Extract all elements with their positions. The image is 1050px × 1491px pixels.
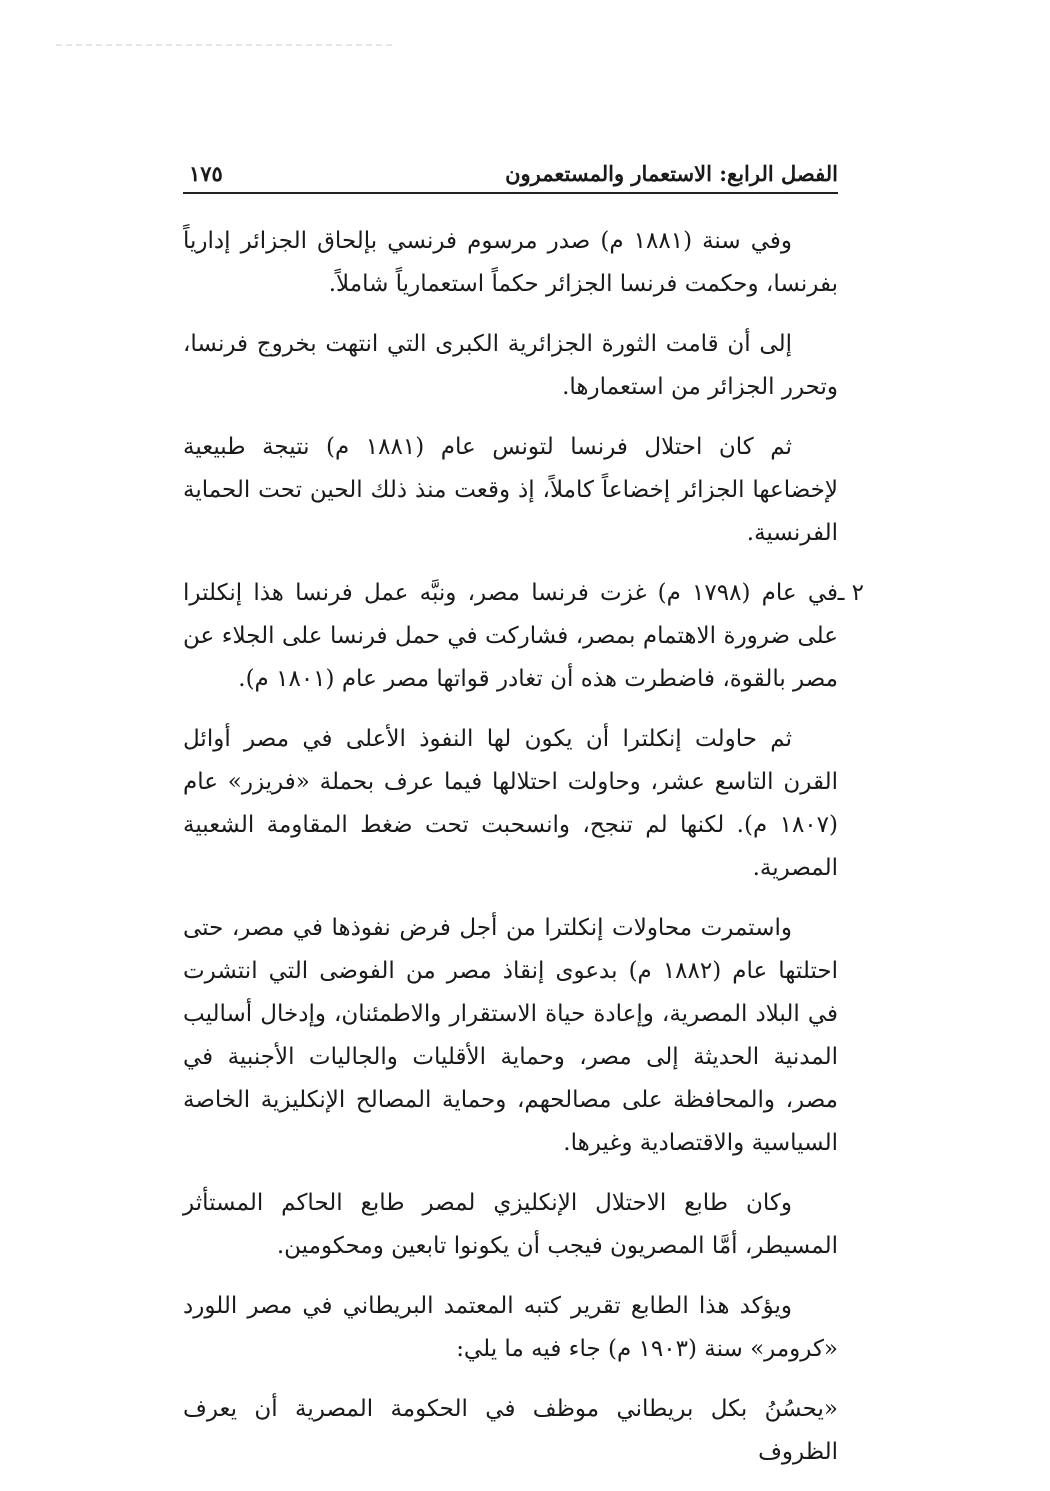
numbered-paragraph [183, 572, 864, 701]
paragraph: إلى أن قامت الثورة الجزائرية الكبرى التي انتهت بخروج فرنسا، وتحرر الجزائر من استعمارها. [183, 331, 838, 400]
paragraph: ويؤكد هذا الطابع تقرير كتبه المعتمد البريطاني في مصر اللورد «كرومر» سنة (١٩٠٣ م) جاء فيه ما يلي: [183, 1293, 838, 1362]
page-header [183, 160, 838, 194]
page-number: ١٧٥ [189, 161, 223, 186]
paragraph-text: في عام (١٧٩٨ م) غزت فرنسا مصر، ونبَّه عمل فرنسا هذا إنكلترا على ضرورة الاهتمام بمصر، فشاركت في حمل فرنسا على الجلاء عن مصر بالقوة، فاضطرت هذه أن تغادر قواتها مصر عام (١٨٠١ م). [183, 580, 838, 692]
scan-artifact [56, 44, 396, 46]
paragraph: واستمرت محاولات إنكلترا من أجل فرض نفوذها في مصر، حتى احتلتها عام (١٨٨٢ م) بدعوى إنقاذ مصر من الفوضى التي انتشرت في البلاد المصرية، وإعادة حياة الاستقرار والاطمئنان، وإدخال أساليب المدنية الحديثة إلى مصر، وحماية الأقليات والجاليات الأجنبية في مصر، والمحافظة على مصالحهم، وحماية المصالح الإنكليزية الخاصة السياسية والاقتصادية وغيرها. [183, 915, 838, 1156]
paragraph: ثم حاولت إنكلترا أن يكون لها النفوذ الأعلى في مصر أوائل القرن التاسع عشر، وحاولت احتلالها فيما عرف بحملة «فريزر» عام (١٨٠٧ م). لكنها لم تنجح، وانسحبت تحت ضغط المقاومة الشعبية المصرية. [183, 726, 838, 881]
body-text [183, 220, 864, 1491]
running-head: الفصل الرابع: الاستعمار والمستعمرون [505, 161, 838, 186]
paragraph: ثم كان احتلال فرنسا لتونس عام (١٨٨١ م) نتيجة طبيعية لإخضاعها الجزائر إخضاعاً كاملاً، إذ وقعت منذ ذلك الحين تحت الحماية الفرنسية. [183, 434, 838, 546]
list-number: ٢ ـ [837, 580, 864, 606]
quote-paragraph: «يحسُنُ بكل بريطاني موظف في الحكومة المصرية أن يعرف الظروف [183, 1396, 838, 1465]
paragraph: وكان طابع الاحتلال الإنكليزي لمصر طابع الحاكم المستأثر المسيطر، أمَّا المصريون فيجب أن يكونوا تابعين ومحكومين. [183, 1190, 838, 1259]
paragraph: وفي سنة (١٨٨١ م) صدر مرسوم فرنسي بإلحاق الجزائر إدارياً بفرنسا، وحكمت فرنسا الجزائر حكماً استعمارياً شاملاً. [183, 228, 838, 297]
